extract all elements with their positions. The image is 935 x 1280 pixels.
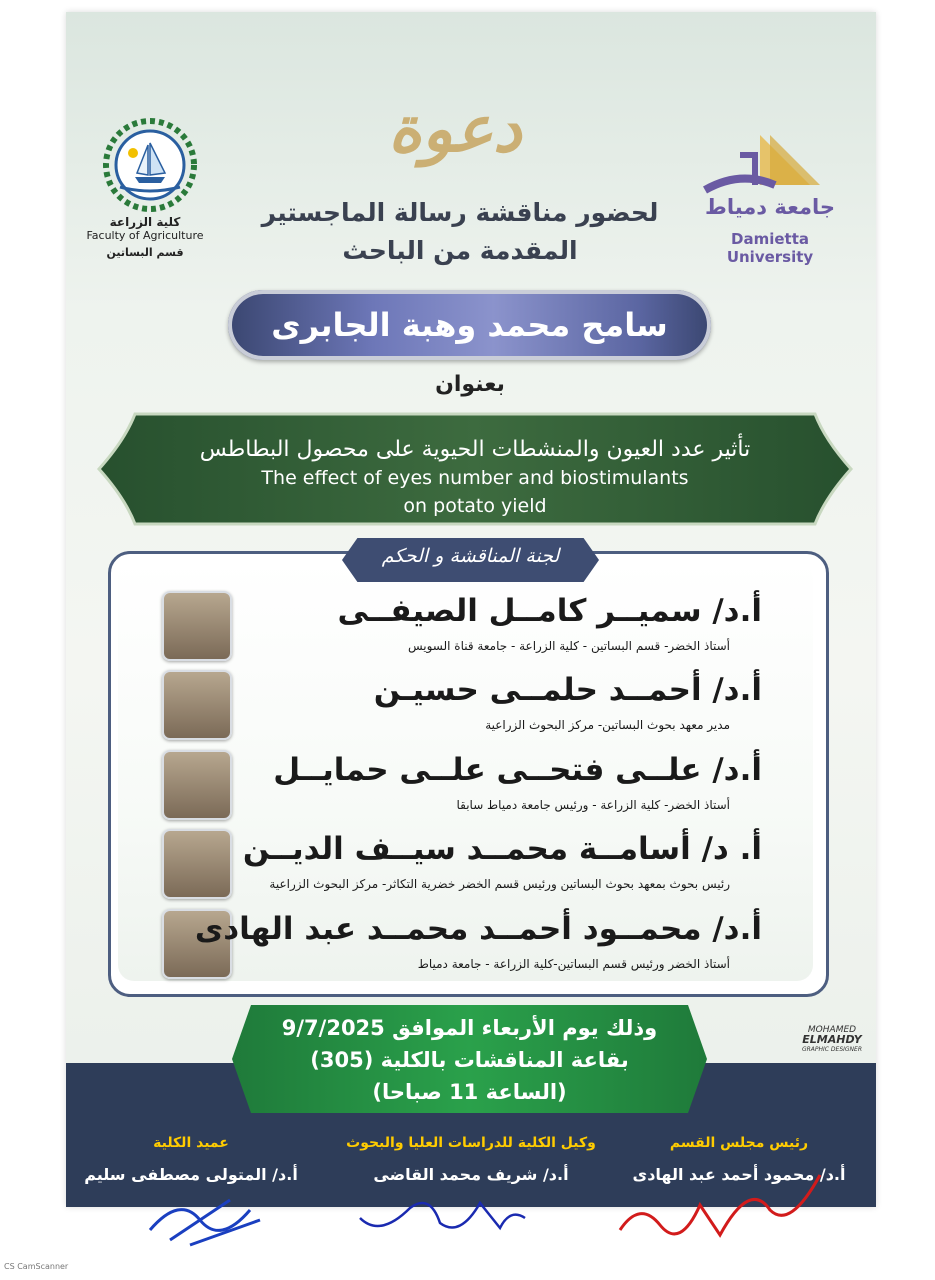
- signature-vice-dean-icon: [350, 1188, 530, 1243]
- member-photo: [162, 750, 232, 820]
- thesis-title-english-line1: The effect of eyes number and biostimulants: [261, 467, 689, 489]
- signatory-vice-dean: وكيل الكلية للدراسات العليا والبحوث أ.د/ شريف محمد القاضى: [346, 1135, 596, 1184]
- committee-member: [140, 750, 780, 820]
- member-photo: [162, 670, 232, 740]
- member-name: أ.د/ علــى فتحــى علــى حمايــل: [273, 752, 762, 788]
- faculty-logo-label: كلية الزراعة Faculty of Agriculture قسم البساتين: [86, 215, 204, 259]
- invitation-title: دعوة: [388, 92, 522, 167]
- member-name: أ.د/ سميــر كامــل الصيفــى: [337, 593, 762, 629]
- member-title: أستاذ الخضر- كلية الزراعة - ورئيس جامعة دمياط سابقا: [456, 798, 730, 812]
- faculty-logo-icon: [95, 115, 205, 215]
- member-title: رئيس بحوث بمعهد بحوث البساتين ورئيس قسم الخضر خضرية التكاثر- مركز البحوث الزراعية: [269, 877, 730, 891]
- invitation-line-1: لحضور مناقشة رسالة الماجستير: [261, 198, 659, 227]
- member-name: أ.د/ محمــود أحمــد محمــد عبد الهادى: [194, 911, 762, 947]
- thesis-title-english-line2: on potato yield: [403, 495, 547, 517]
- schedule-location: بقاعة المناقشات بالكلية (305): [310, 1048, 629, 1072]
- schedule-time: (الساعة 11 صباحا): [372, 1080, 567, 1104]
- member-name: أ. د/ أسامــة محمــد سيــف الديــن: [242, 831, 762, 867]
- member-name: أ.د/ أحمــد حلمــى حسيـن: [373, 672, 762, 708]
- committee-member: [140, 829, 780, 899]
- researcher-name: سامح محمد وهبة الجابرى: [228, 290, 711, 360]
- signature-dean-icon: [140, 1190, 270, 1250]
- signatory-dean: عميد الكلية أ.د/ المتولى مصطفى سليم: [84, 1135, 298, 1184]
- thesis-banner: [95, 410, 855, 528]
- thesis-title-arabic: تأثير عدد العيون والمنشطات الحيوية على محصول البطاطس: [199, 437, 751, 462]
- committee-member: [140, 909, 780, 979]
- member-title: مدير معهد بحوث البساتين- مركز البحوث الزراعية: [485, 718, 730, 732]
- invitation-line-2: المقدمة من الباحث: [342, 236, 578, 265]
- signature-department-head-icon: [610, 1160, 830, 1245]
- member-photo: [162, 591, 232, 661]
- scanner-mark: CS CamScanner: [4, 1262, 69, 1271]
- designer-credit: MOHAMED ELMAHDY GRAPHIC DESIGNER: [801, 1025, 862, 1053]
- committee-member: [140, 670, 780, 740]
- university-name-english: Damietta University: [726, 230, 814, 266]
- member-title: أستاذ الخضر ورئيس قسم البساتين-كلية الزراعة - جامعة دمياط: [417, 957, 730, 971]
- university-logo-icon: [700, 130, 840, 200]
- committee-label: لجنة المناقشة و الحكم: [381, 545, 560, 567]
- member-photo: [162, 829, 232, 899]
- signatory-department-head: رئيس مجلس القسم أ.د/ محمود أحمد عبد الهادى: [632, 1135, 846, 1184]
- committee-member: [140, 591, 780, 661]
- schedule-date: وذلك يوم الأربعاء الموافق 9/7/2025: [281, 1016, 658, 1040]
- title-label: بعنوان: [435, 372, 505, 397]
- member-title: أستاذ الخضر- قسم البساتين - كلية الزراعة - جامعة قناة السويس: [407, 639, 730, 653]
- university-name-arabic: جامعة دمياط: [705, 195, 835, 219]
